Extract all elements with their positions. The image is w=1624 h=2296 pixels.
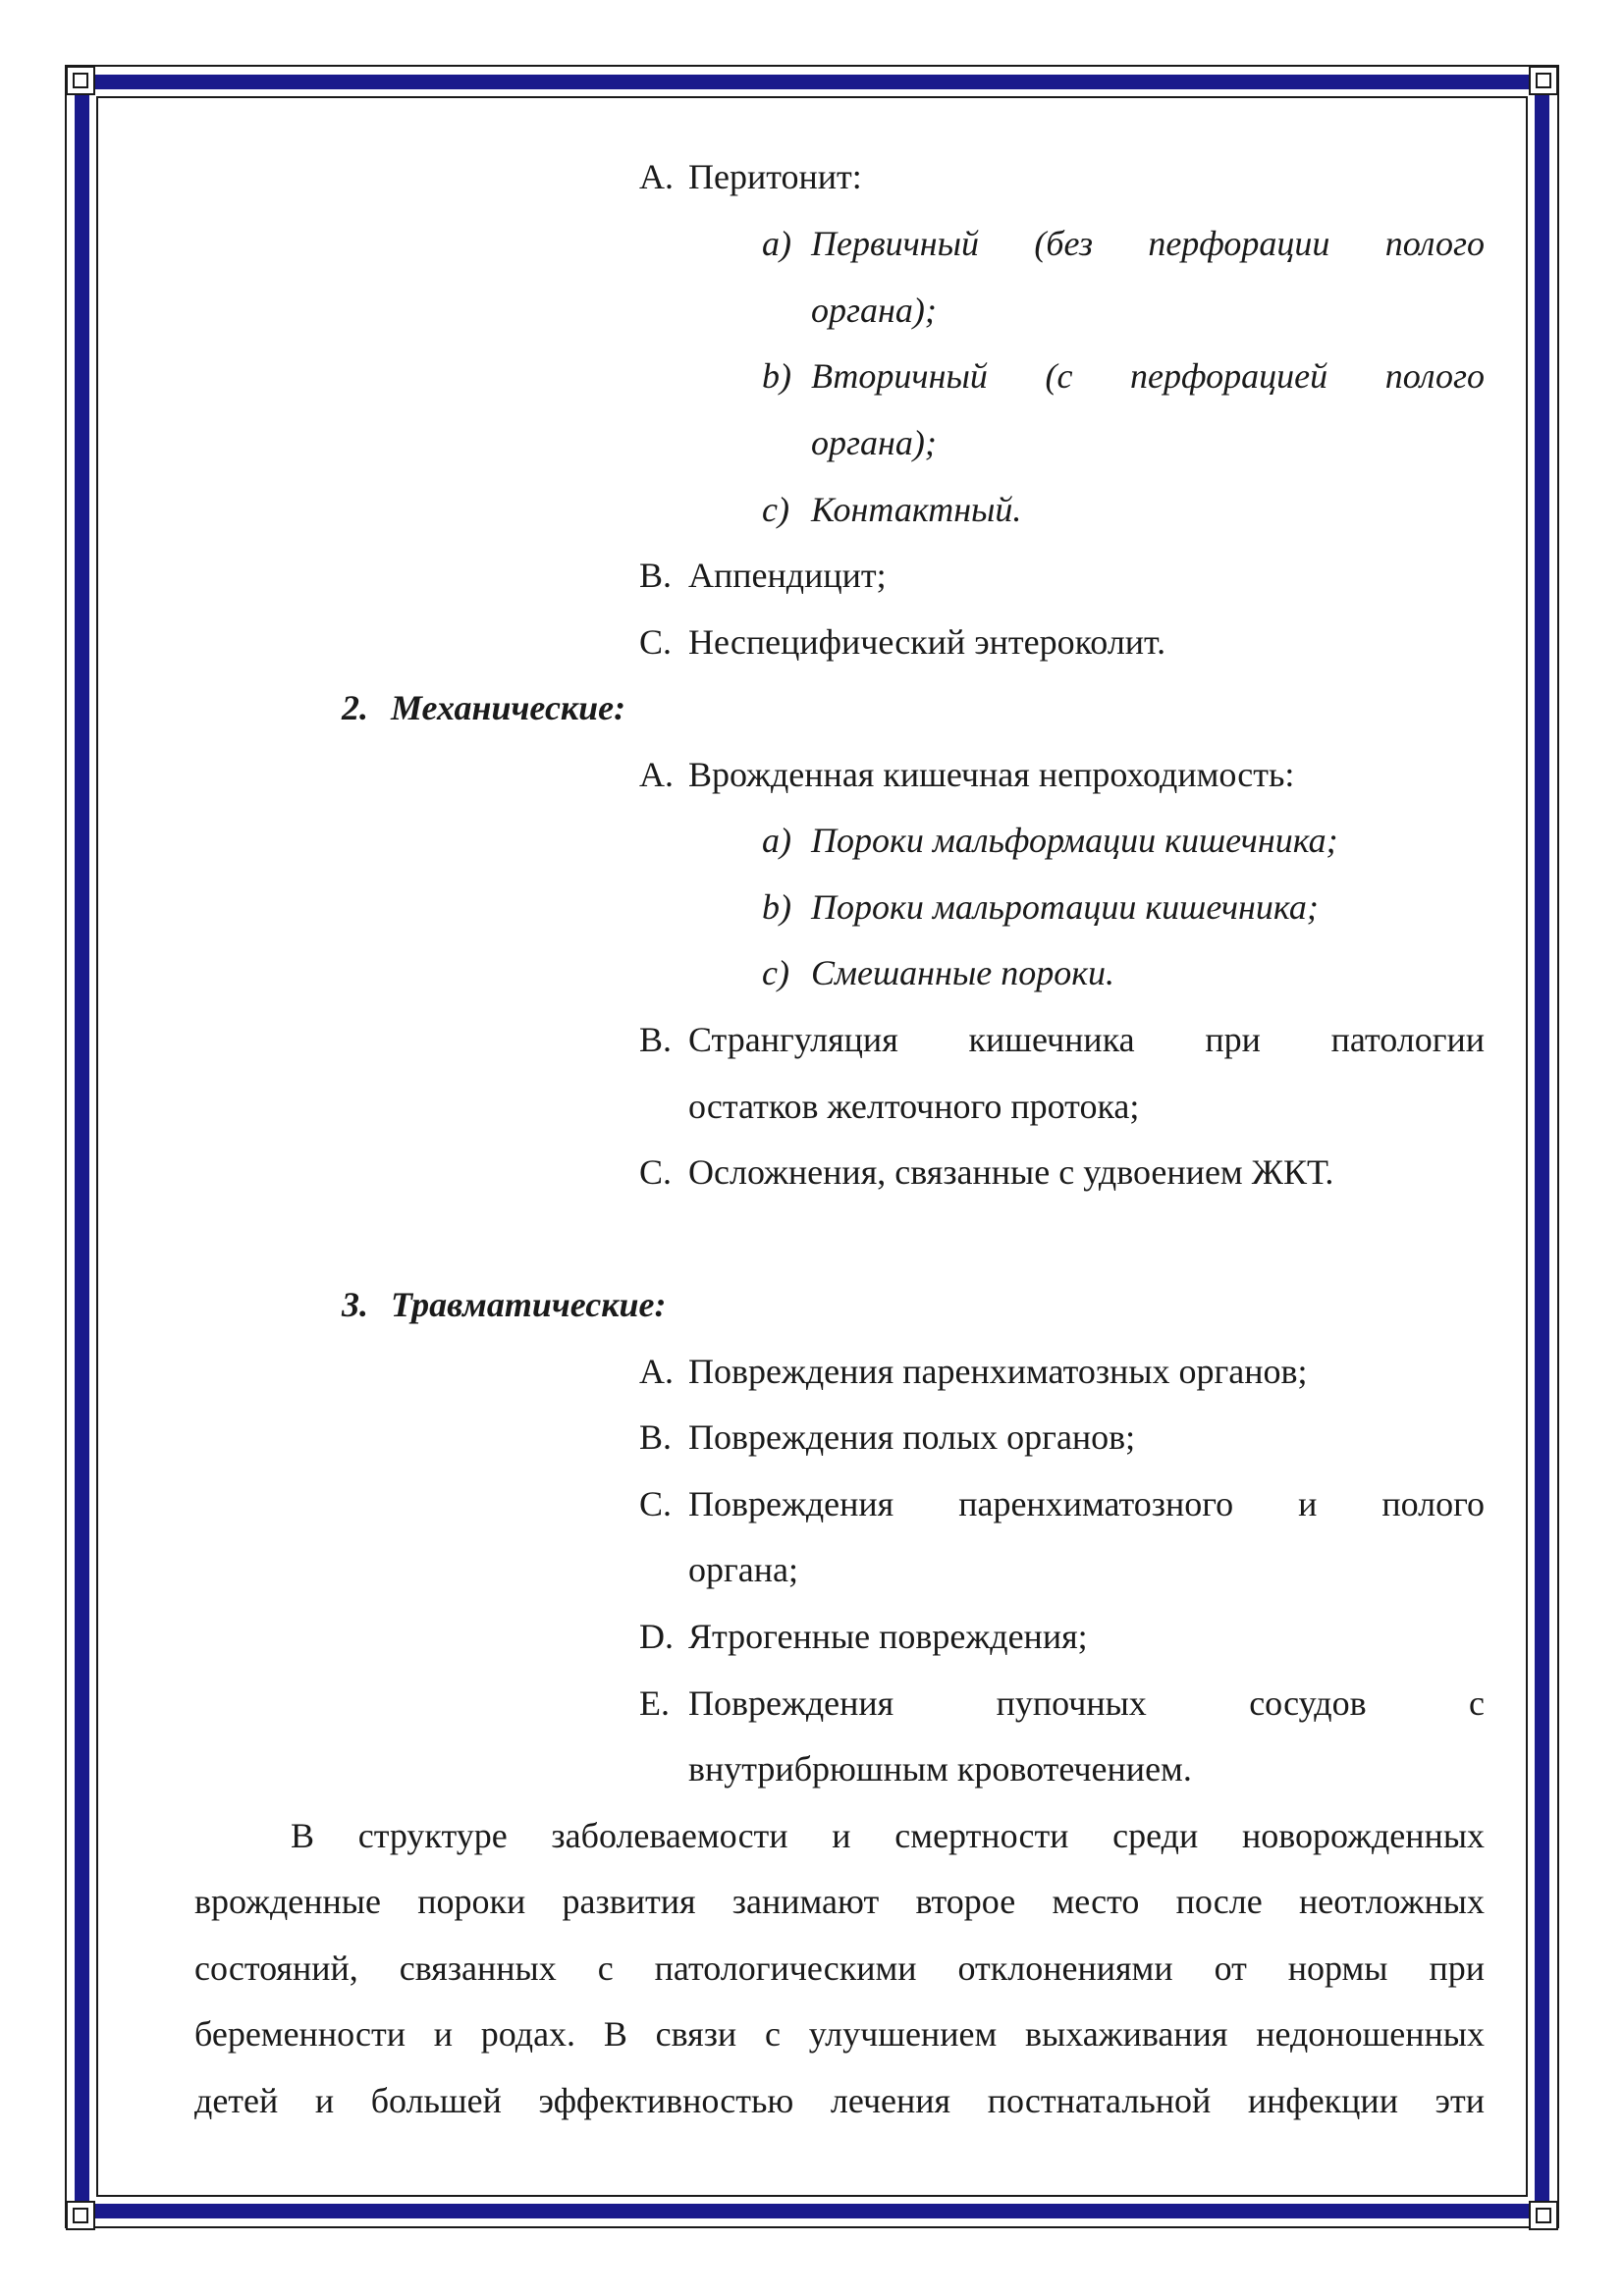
sublist-item-text: органа); xyxy=(811,291,937,330)
sublist-label: c) xyxy=(762,490,789,529)
list-label: C. xyxy=(639,1152,673,1192)
list-item-text: Повреждения паренхиматозного и полого xyxy=(688,1484,1485,1523)
list-label: B. xyxy=(639,556,673,595)
sublist-label: a) xyxy=(762,821,791,860)
sublist-label: c) xyxy=(762,953,789,992)
list-label: D. xyxy=(639,1617,674,1656)
list-item-text: Перитонит: xyxy=(688,157,862,196)
list-item-text: Повреждения пупочных сосудов с xyxy=(688,1683,1485,1723)
sublist-label: b) xyxy=(762,887,791,927)
list-item-text: Повреждения полых органов; xyxy=(688,1417,1136,1457)
list-item-text: Аппендицит; xyxy=(688,556,887,595)
paragraph-line: состояний, связанных с патологическими отклонениями от нормы при xyxy=(194,1949,1485,1988)
list-label: E. xyxy=(639,1683,670,1723)
paragraph-line: В структуре заболеваемости и смертности среди новорожденных xyxy=(291,1816,1485,1855)
list-item-text: Врожденная кишечная непроходимость: xyxy=(688,755,1295,794)
list-label: C. xyxy=(639,622,673,662)
list-label: A. xyxy=(639,755,674,794)
sublist-label: b) xyxy=(762,356,791,396)
section-heading: Травматические: xyxy=(391,1285,667,1324)
list-label: B. xyxy=(639,1020,673,1059)
section-number: 3. xyxy=(342,1285,368,1324)
list-item-text: Ятрогенные повреждения; xyxy=(688,1617,1088,1656)
list-item-text: Неспецифический энтероколит. xyxy=(688,622,1166,662)
sublist-item-text: Вторичный (с перфорацией полого xyxy=(811,356,1485,396)
list-label: A. xyxy=(639,157,674,196)
paragraph-line: детей и большей эффективностью лечения постнатальной инфекции эти xyxy=(194,2081,1485,2120)
sublist-item-text: Первичный (без перфорации полого xyxy=(811,224,1485,263)
paragraph-line: беременности и родах. В связи с улучшением выхаживания недоношенных xyxy=(194,2014,1485,2054)
sublist-item-text: Смешанные пороки. xyxy=(811,953,1115,992)
section-heading: Механические: xyxy=(391,688,626,727)
list-item-text: остатков желточного протока; xyxy=(688,1087,1140,1126)
sublist-label: a) xyxy=(762,224,791,263)
list-item-text: Осложнения, связанные с удвоением ЖКТ. xyxy=(688,1152,1334,1192)
list-item-text: внутрибрюшным кровотечением. xyxy=(688,1749,1192,1789)
sublist-item-text: Контактный. xyxy=(811,490,1022,529)
list-item-text: Странгуляция кишечника при патологии xyxy=(688,1020,1485,1059)
list-item-text: Повреждения паренхиматозных органов; xyxy=(688,1352,1308,1391)
list-item-text: органа; xyxy=(688,1550,798,1589)
list-label: B. xyxy=(639,1417,673,1457)
list-label: C. xyxy=(639,1484,673,1523)
sublist-item-text: Пороки мальротации кишечника; xyxy=(811,887,1319,927)
list-label: A. xyxy=(639,1352,674,1391)
sublist-item-text: органа); xyxy=(811,423,937,462)
section-number: 2. xyxy=(342,688,368,727)
sublist-item-text: Пороки мальформации кишечника; xyxy=(811,821,1338,860)
paragraph-line: врожденные пороки развития занимают второе место после неотложных xyxy=(194,1882,1485,1921)
